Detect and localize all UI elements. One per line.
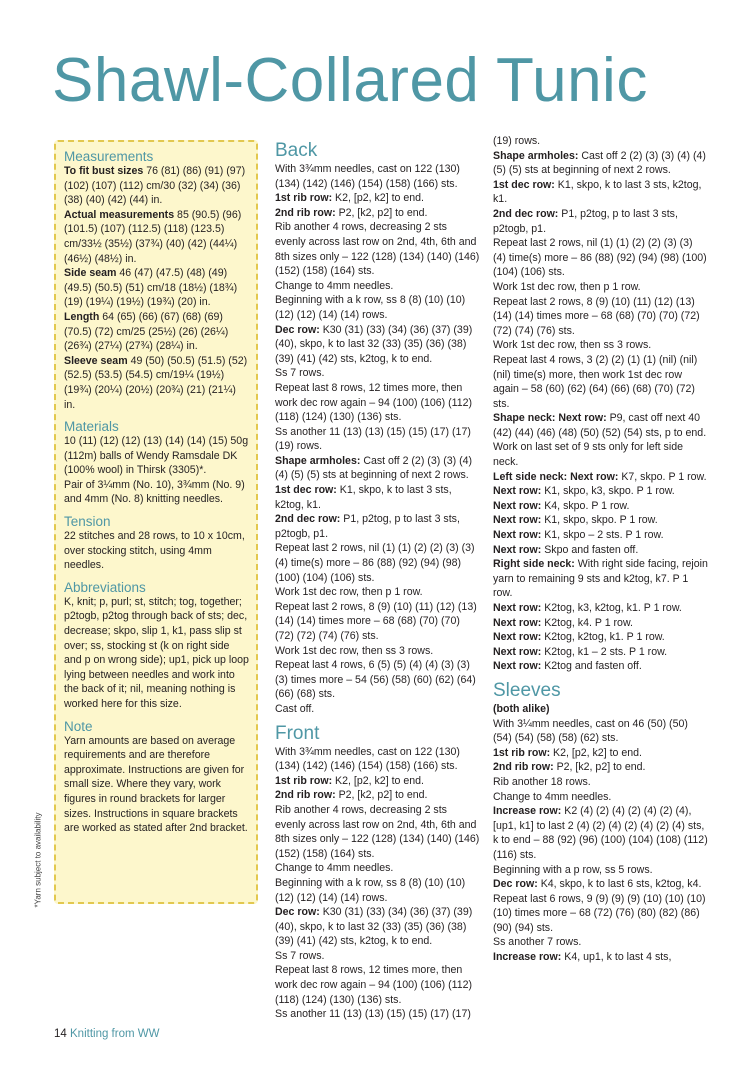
instruction-label: 1st rib row:	[275, 192, 333, 205]
page-title: Shawl-Collared Tunic	[52, 46, 648, 115]
instruction-paragraph	[493, 207, 708, 236]
instruction-text: K1, skpo – 2 sts. P 1 row.	[541, 529, 664, 542]
instruction-text: Repeat last 6 rows, 9 (9) (9) (9) (10) (10) (10) (10) times more – 68 (72) (76) (80) (82) (86) (90) (94) sts.	[493, 892, 706, 934]
instruction-paragraph	[493, 717, 708, 746]
instruction-paragraph	[493, 295, 708, 339]
info-sidebar	[54, 140, 258, 904]
instruction-text: K4, up1, k to last 4 sts,	[561, 951, 672, 964]
instruction-text: Pair of 3¼mm (No. 10), 3¾mm (No. 9) and 4mm (No. 8) knitting needles.	[64, 478, 245, 506]
instruction-paragraph	[275, 366, 480, 381]
instruction-paragraph	[493, 470, 708, 485]
instruction-text: Repeat last 4 rows, 6 (5) (5) (4) (4) (3) (3) (3) times more – 54 (56) (58) (60) (62) (64) (66) (68) sts.	[275, 659, 476, 701]
instruction-paragraph	[275, 206, 480, 221]
instruction-paragraph	[64, 266, 249, 310]
instruction-label: Increase row:	[493, 805, 562, 818]
instruction-label: Next row:	[493, 485, 542, 498]
instruction-text: 85 (90.5) (96) (101.5) (107) (112.5) (118) (123.5) cm/33½ (35½) (37¾) (40) (42) (44¼) (46½) (48½) in.	[64, 208, 242, 265]
instruction-label: 2nd rib row:	[275, 206, 336, 219]
instruction-paragraph	[275, 425, 480, 454]
instruction-paragraph	[275, 788, 480, 803]
instruction-text: 46 (47) (47.5) (48) (49) (49.5) (50.5) (51) cm/18 (18½) (18¾) (19) (19¼) (19½) (19¾) (20) in.	[64, 267, 238, 309]
instruction-paragraph	[493, 790, 708, 805]
instruction-text: Repeat last 2 rows, nil (1) (1) (2) (2) (3) (3) (4) time(s) more – 86 (88) (92) (94) (98) (100) (104) (106) sts.	[493, 237, 707, 279]
instruction-text: Change to 4mm needles.	[493, 790, 612, 803]
instruction-text: P1, p2tog, p to last 3 sts, p2togb, p1.	[493, 207, 678, 235]
instruction-label: Next row:	[493, 616, 542, 629]
section-heading-front: Front	[275, 722, 320, 744]
instruction-text: K30 (31) (33) (34) (36) (37) (39) (40), skpo, k to last 32 (33) (35) (36) (38) (39) (41) (42) sts, k2tog, k to end.	[275, 323, 473, 365]
instruction-paragraph	[275, 381, 480, 425]
instruction-paragraph	[64, 434, 249, 478]
instruction-text: Cast off.	[275, 702, 315, 715]
instruction-label: Next row:	[493, 499, 542, 512]
instruction-text: K1, skpo, k3, skpo. P 1 row.	[541, 485, 675, 498]
instruction-label: Dec row:	[493, 878, 538, 891]
section-heading-note: Note	[64, 718, 93, 734]
instruction-paragraph	[493, 528, 708, 543]
instruction-label: Right side neck:	[493, 558, 575, 571]
instruction-paragraph	[493, 702, 708, 717]
column-front-sleeves	[493, 134, 708, 965]
section-heading-back: Back	[275, 140, 318, 161]
instruction-text: K2tog, k2tog, k1. P 1 row.	[541, 631, 665, 644]
instruction-text: K2, [p2, k2] to end.	[332, 192, 424, 205]
instruction-paragraph	[275, 512, 480, 541]
instruction-paragraph	[64, 734, 249, 836]
instruction-paragraph	[493, 616, 708, 631]
instruction-label: Length	[64, 310, 100, 323]
instruction-label: 2nd rib row:	[275, 789, 336, 802]
section-heading-measurements: Measurements	[64, 149, 154, 164]
instruction-paragraph	[493, 935, 708, 950]
instruction-label: 1st rib row:	[493, 746, 551, 759]
instruction-text: Ss another 7 rows.	[493, 936, 582, 949]
instruction-label: 1st rib row:	[275, 774, 333, 787]
instruction-label: 1st dec row:	[493, 178, 555, 191]
instruction-text: P2, [k2, p2] to end.	[553, 761, 646, 774]
instruction-paragraph	[64, 164, 249, 208]
instruction-paragraph	[493, 440, 708, 469]
instruction-text: K2, [p2, k2] to end.	[550, 746, 642, 759]
instruction-text: Rib another 18 rows.	[493, 775, 591, 788]
instruction-label: Next row:	[493, 514, 542, 527]
instruction-text: K4, skpo, k to last 6 sts, k2tog, k4.	[537, 878, 702, 891]
instruction-label: Shape armholes:	[493, 149, 579, 162]
instruction-text: Rib another 4 rows, decreasing 2 sts evenly across last row on 2nd, 4th, 6th and 8th sizes only – 122 (128) (134) (140) (146) (152) (158) (164) sts.	[275, 221, 480, 278]
instruction-text: 76 (81) (86) (91) (97) (102) (107) (112) cm/30 (32) (34) (36) (38) (40) (42) (44) in.	[64, 165, 246, 207]
instruction-text: Skpo and fasten off.	[541, 543, 639, 556]
instruction-paragraph	[493, 804, 708, 862]
instruction-text: Cast off 2 (2) (3) (3) (4) (4) (5) (5) sts at beginning of next 2 rows.	[275, 454, 473, 482]
instruction-text: With 3¾mm needles, cast on 122 (130) (134) (142) (146) (154) (158) (166) sts.	[275, 745, 460, 773]
instruction-text: Cast off 2 (2) (3) (3) (4) (4) (5) (5) sts at beginning of next 2 rows.	[493, 149, 706, 177]
instruction-paragraph	[64, 595, 249, 712]
instruction-label: Next row:	[493, 660, 542, 673]
instruction-paragraph	[493, 877, 708, 892]
instruction-paragraph	[275, 774, 480, 789]
instruction-text: Repeat last 4 rows, 3 (2) (2) (1) (1) (nil) (nil) (nil) time(s) more, then work 1st dec row again – 58 (60) (62) (64) (66) (68) (70) (72) sts.	[493, 353, 698, 410]
instruction-paragraph	[275, 541, 480, 585]
instruction-paragraph	[493, 543, 708, 558]
instruction-text: K2tog, k3, k2tog, k1. P 1 row.	[541, 602, 682, 614]
instruction-paragraph	[275, 191, 480, 206]
instruction-text: K, knit; p, purl; st, stitch; tog, together; p2togb, p2tog through back of sts; dec, decrease; skpo, slip 1, k1, pass slip st over; ss, stocking st (k on right side and p on wrong side); up1, pick up loop lying between needles and work into the back of it; nil, meaning nothing is worked here for this size.	[64, 595, 249, 710]
instruction-label: Next row:	[493, 543, 542, 556]
instruction-text: Rib another 4 rows, decreasing 2 sts evenly across last row on 2nd, 4th, 6th and 8th sizes only – 122 (128) (134) (140) (146) (152) (158) (164) sts.	[275, 803, 480, 860]
instruction-paragraph	[275, 905, 480, 949]
instruction-text: P1, p2tog, p to last 3 sts, p2togb, p1.	[275, 513, 460, 540]
instruction-paragraph	[275, 658, 480, 702]
instruction-text: K2 (4) (2) (4) (2) (4) (2) (4), [up1, k1] to last 2 (4) (2) (4) (2) (4) (2) (4) sts, k to end – 88 (92) (96) (100) (104) (108) (112) (116) sts.	[493, 805, 708, 861]
instruction-paragraph	[275, 483, 480, 512]
instruction-label: 2nd dec row:	[493, 207, 559, 220]
instruction-text: Ss 7 rows.	[275, 367, 325, 380]
instruction-text: Repeat last 2 rows, 8 (9) (10) (11) (12) (13) (14) (14) times more – 68 (68) (70) (70) (72) (72) (74) (76) sts.	[275, 600, 477, 642]
instruction-paragraph	[493, 746, 708, 761]
instruction-label: To fit bust sizes	[64, 165, 144, 177]
instruction-paragraph	[64, 529, 249, 573]
availability-note-text: *Yarn subject to availability	[33, 812, 43, 908]
instruction-label: Dec row:	[275, 323, 320, 336]
instruction-text: K4, skpo. P 1 row.	[541, 499, 630, 512]
instruction-paragraph	[64, 354, 249, 412]
instruction-text: Repeat last 2 rows, 8 (9) (10) (11) (12) (13) (14) (14) times more – 68 (68) (70) (70) (72) (72) (74) (76) sts.	[493, 295, 700, 337]
instruction-paragraph	[275, 279, 480, 294]
instruction-text: P2, [k2, p2] to end.	[335, 206, 428, 219]
instruction-paragraph	[275, 454, 480, 483]
instruction-text: Work 1st dec row, then ss 3 rows.	[275, 644, 434, 657]
instruction-paragraph	[493, 645, 708, 660]
instruction-text: With 3¾mm needles, cast on 122 (130) (134) (142) (146) (154) (158) (166) sts.	[275, 163, 460, 190]
instruction-label: Left side neck: Next row:	[493, 470, 619, 483]
instruction-text: Beginning with a p row, ss 5 rows.	[493, 863, 653, 876]
instruction-paragraph	[275, 702, 480, 717]
instruction-text: With right side facing, rejoin yarn to remaining 9 sts and k2tog, k7. P 1 row.	[493, 558, 708, 600]
instruction-paragraph	[493, 760, 708, 775]
instruction-text: Repeat last 8 rows, 12 times more, then work dec row again – 94 (100) (106) (112) (118) (124) (130) (136) sts.	[275, 381, 473, 424]
instruction-paragraph	[493, 863, 708, 878]
instruction-text: Work 1st dec row, then p 1 row.	[493, 280, 641, 293]
section-heading-tension: Tension	[64, 514, 111, 530]
instruction-paragraph	[493, 601, 708, 616]
section-heading-sleeves: Sleeves	[493, 679, 561, 701]
instruction-label: Next row:	[493, 631, 542, 644]
instruction-text: Beginning with a k row, ss 8 (8) (10) (10) (12) (12) (14) (14) rows.	[275, 294, 466, 321]
column-back-front	[275, 140, 480, 1022]
instruction-paragraph	[493, 513, 708, 528]
instruction-label: Next row:	[493, 529, 542, 542]
instruction-text: Repeat last 2 rows, nil (1) (1) (2) (2) (3) (3) (4) time(s) more – 86 (88) (92) (94) (98) (100) (104) (106) sts.	[275, 542, 475, 584]
instruction-paragraph	[275, 861, 480, 876]
instruction-paragraph	[493, 280, 708, 295]
instruction-paragraph	[493, 411, 708, 440]
publication-name: Knitting from WW	[70, 1028, 160, 1040]
instruction-paragraph	[493, 499, 708, 514]
instruction-paragraph	[275, 585, 480, 600]
instruction-paragraph	[275, 293, 480, 322]
instruction-paragraph	[275, 323, 480, 367]
page-footer	[54, 1028, 159, 1040]
instruction-text: Beginning with a k row, ss 8 (8) (10) (10) (12) (12) (14) (14) rows.	[275, 876, 466, 904]
instruction-paragraph	[493, 557, 708, 601]
instruction-paragraph	[493, 659, 708, 674]
instruction-text: With 3¼mm needles, cast on 46 (50) (50) (54) (54) (58) (58) (62) sts.	[493, 717, 688, 745]
instruction-paragraph	[275, 963, 480, 1007]
instruction-paragraph	[493, 353, 708, 411]
instruction-text: K7, skpo. P 1 row.	[618, 470, 707, 483]
instruction-text: K2tog, k1 – 2 sts. P 1 row.	[541, 645, 668, 658]
instruction-text: Work 1st dec row, then p 1 row.	[275, 586, 423, 599]
instruction-label: 2nd dec row:	[275, 513, 341, 526]
instruction-paragraph	[493, 134, 708, 149]
instruction-paragraph	[493, 149, 708, 178]
instruction-paragraph	[275, 644, 480, 659]
instruction-text: K1, skpo, skpo. P 1 row.	[541, 514, 658, 527]
instruction-text: K2, [p2, k2] to end.	[332, 774, 424, 787]
instruction-label: Increase row:	[493, 951, 562, 964]
section-heading-materials: Materials	[64, 419, 119, 435]
instruction-paragraph	[275, 876, 480, 905]
instruction-text: 64 (65) (66) (67) (68) (69) (70.5) (72) cm/25 (25½) (26) (26¼) (26¾) (27¼) (27¾) (28¼) in.	[64, 310, 229, 353]
instruction-paragraph	[275, 803, 480, 861]
instruction-paragraph	[275, 949, 480, 964]
section-heading-abbreviations: Abbreviations	[64, 579, 146, 595]
instruction-text: Yarn amounts are based on average requirements and are therefore approximate. Instructions are given for small size. Where they vary, work figures in round brackets for larger sizes. Instructions in square brackets are worked as stated after 2nd bracket.	[64, 734, 248, 835]
instruction-text: K30 (31) (33) (34) (36) (37) (39) (40), skpo, k to last 32 (33) (35) (36) (38) (39) (41) (42) sts, k2tog, k to end.	[275, 906, 473, 948]
instruction-text: K1, skpo, k to last 3 sts, k2tog, k1.	[275, 484, 452, 511]
instruction-label: Side seam	[64, 267, 117, 280]
instruction-paragraph	[275, 162, 480, 191]
instruction-label: Actual measurements	[64, 208, 175, 221]
instruction-paragraph	[275, 600, 480, 644]
instruction-paragraph	[64, 310, 249, 354]
instruction-label: Next row:	[493, 645, 542, 658]
instruction-paragraph	[493, 338, 708, 353]
instruction-text: Ss another 11 (13) (13) (15) (15) (17) (17) (19) rows.	[275, 425, 471, 453]
instruction-label: Shape neck: Next row:	[493, 412, 607, 425]
instruction-text: 49 (50) (50.5) (51.5) (52) (52.5) (53.5) (54.5) cm/19¼ (19½) (19¾) (20¼) (20½) (20¾) (21) (21¼) in.	[64, 354, 248, 411]
instruction-text: K1, skpo, k to last 3 sts, k2tog, k1.	[493, 178, 702, 206]
instruction-label: Sleeve seam	[64, 354, 128, 367]
instruction-label: (both alike)	[493, 702, 550, 715]
instruction-label: 2nd rib row:	[493, 761, 554, 774]
instruction-text: (19) rows.	[493, 135, 541, 147]
instruction-paragraph	[493, 178, 708, 207]
instruction-text: Repeat last 8 rows, 12 times more, then work dec row again – 94 (100) (106) (112) (118) (124) (130) (136) sts.	[275, 964, 473, 1006]
instruction-paragraph	[493, 630, 708, 645]
instruction-paragraph	[493, 775, 708, 790]
instruction-text: P2, [k2, p2] to end.	[335, 789, 428, 802]
instruction-paragraph	[275, 745, 480, 774]
instruction-text: P9, cast off next 40 (42) (44) (46) (48) (50) (52) (54) sts, p to end.	[493, 412, 707, 439]
instruction-text: K2tog and fasten off.	[541, 660, 642, 673]
instruction-text: K2tog, k4. P 1 row.	[541, 616, 633, 629]
instruction-text: Work 1st dec row, then ss 3 rows.	[493, 339, 652, 352]
instruction-text: Ss 7 rows.	[275, 949, 325, 962]
instruction-text: Change to 4mm needles.	[275, 279, 394, 292]
instruction-label: 1st dec row:	[275, 484, 337, 497]
instruction-label: Dec row:	[275, 906, 320, 919]
instruction-text: Ss another 11 (13) (13) (15) (15) (17) (17)	[275, 1008, 471, 1021]
instruction-paragraph	[64, 478, 249, 507]
availability-note	[31, 790, 45, 930]
instruction-paragraph	[275, 220, 480, 278]
instruction-paragraph	[275, 1007, 480, 1022]
instruction-text: Work on last set of 9 sts only for left side neck.	[493, 441, 683, 469]
instruction-paragraph	[493, 950, 708, 965]
instruction-text: Change to 4mm needles.	[275, 862, 394, 875]
instruction-paragraph	[493, 892, 708, 936]
instruction-label: Shape armholes:	[275, 454, 361, 467]
page-number: 14	[54, 1028, 67, 1040]
instruction-text: 10 (11) (12) (12) (13) (14) (14) (15) 50g (112m) balls of Wendy Ramsdale DK (100% wool) in Thirsk (3305)*.	[64, 435, 249, 477]
instruction-text: 22 stitches and 28 rows, to 10 x 10cm, over stocking stitch, using 4mm needles.	[64, 530, 245, 572]
instruction-paragraph	[64, 208, 249, 266]
instruction-label: Next row:	[493, 602, 542, 614]
instruction-paragraph	[493, 484, 708, 499]
instruction-paragraph	[493, 236, 708, 280]
